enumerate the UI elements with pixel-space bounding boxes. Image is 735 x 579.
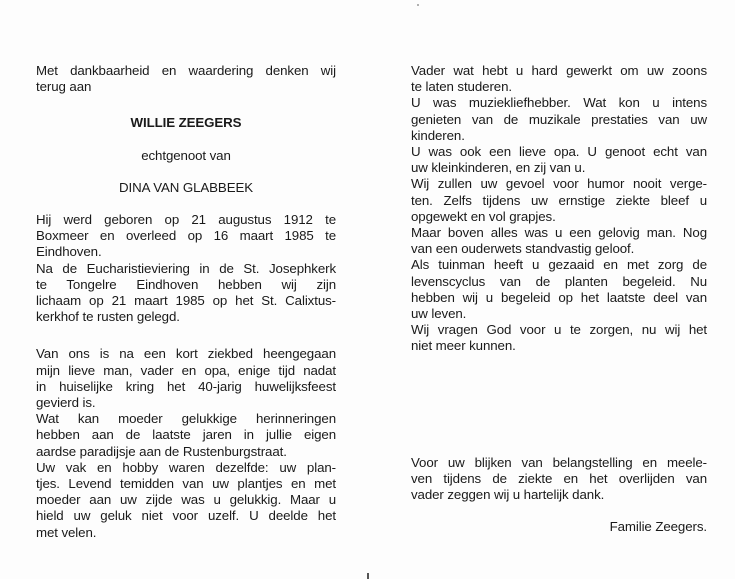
text-line: niet meer kunnen. xyxy=(411,338,516,354)
text-line: genieten van de muzikale prestaties van uw xyxy=(411,111,707,127)
text-line: ven tijdens de ziekte en het overlijden van xyxy=(411,470,707,486)
text-line: hebben wij u begeleid op het laatste deel van xyxy=(411,289,707,305)
text-line: uw leven. xyxy=(411,306,467,322)
text-line: Uw vak en hobby waren dezelfde: uw plan- xyxy=(36,459,336,475)
thanks-paragraph xyxy=(411,455,707,504)
text-line: Wij zullen uw gevoel voor humor nooit verge- xyxy=(411,176,707,192)
fold-mark xyxy=(367,573,369,579)
text-line: hebben aan de laatste jaren in jullie eigen xyxy=(36,427,336,443)
text-line: vader zeggen wij u hartelijk dank. xyxy=(411,487,605,503)
bio-line: te Tongelre Eindhoven hebben wij zijn xyxy=(36,276,336,292)
bio-line: lichaam op 21 maart 1985 op het St. Calixtus- xyxy=(36,293,336,309)
family-signature: Familie Zeegers. xyxy=(609,519,707,535)
tribute-paragraph xyxy=(411,63,707,355)
intro-line-1: Met dankbaarheid en waardering denken wij xyxy=(36,63,336,78)
text-line: mijn lieve man, vader en opa, enige tijd nadat xyxy=(36,362,336,378)
text-line: Maar boven alles was u een gelovig man. Nog xyxy=(411,225,707,241)
text-line: tjes. Levend temidden van uw plantjes en met xyxy=(36,476,336,492)
text-line: moeder aan uw zijde was u gelukkig. Maar u xyxy=(36,492,336,508)
spouse-name: DINA VAN GLABBEEK xyxy=(118,179,254,195)
deceased-name: WILLIE ZEEGERS xyxy=(130,115,242,131)
spouse-label: echtgenoot van xyxy=(141,147,231,163)
text-line: Als tuinman heeft u gezaaid en met zorg de xyxy=(411,257,707,273)
intro-line-2: terug aan xyxy=(36,79,92,95)
text-line: hield uw geluk niet voor uzelf. U deelde het xyxy=(36,508,336,524)
bio-line: Boxmeer en overleed op 16 maart 1985 te xyxy=(36,228,336,244)
text-line: Voor uw blijken van belangstelling en meele- xyxy=(411,454,707,470)
bio-line: Hij werd geboren op 21 augustus 1912 te xyxy=(36,212,336,228)
text-line: van een ouderwets standvastig geloof. xyxy=(411,241,635,257)
text-line: gevierd is. xyxy=(36,395,96,411)
text-line: levenscyclus van de planten begeleid. Nu xyxy=(411,273,707,289)
text-line: opgewekt en vol grapjes. xyxy=(411,208,556,224)
bio-line: Eindhoven. xyxy=(36,244,102,260)
text-line: U was muziekliefhebber. Wat kon u intens xyxy=(411,95,707,111)
biography-paragraph xyxy=(36,212,336,325)
text-line: Wij vragen God voor u te zorgen, nu wij het xyxy=(411,322,707,338)
remembrance-paragraph xyxy=(36,346,336,540)
text-line: kinderen. xyxy=(411,127,465,143)
text-line: met velen. xyxy=(36,524,97,540)
text-line: uw kleinkinderen, en zij van u. xyxy=(411,160,586,176)
text-line: U was ook een lieve opa. U genoot echt van xyxy=(411,144,707,160)
speck-mark xyxy=(417,4,419,6)
text-line: ten. Zelfs tijdens uw ernstige ziekte bleef u xyxy=(411,192,707,208)
text-line: Vader wat hebt u hard gewerkt om uw zoons xyxy=(411,63,707,78)
text-line: Van ons is na een kort ziekbed heengegaan xyxy=(36,346,336,362)
bio-line: kerkhof te rusten gelegd. xyxy=(36,309,180,325)
text-line: Wat kan moeder gelukkige herinneringen xyxy=(36,411,336,427)
bio-line: Na de Eucharistieviering in de St. Josephkerk xyxy=(36,260,336,276)
text-line: in huiselijke kring het 40-jarig huwelijksfeest xyxy=(36,378,336,394)
text-line: aardse paradijsje aan de Rustenburgstraat. xyxy=(36,443,287,459)
right-column xyxy=(411,63,707,535)
text-line: te laten studeren. xyxy=(411,79,512,95)
left-column xyxy=(36,63,336,541)
